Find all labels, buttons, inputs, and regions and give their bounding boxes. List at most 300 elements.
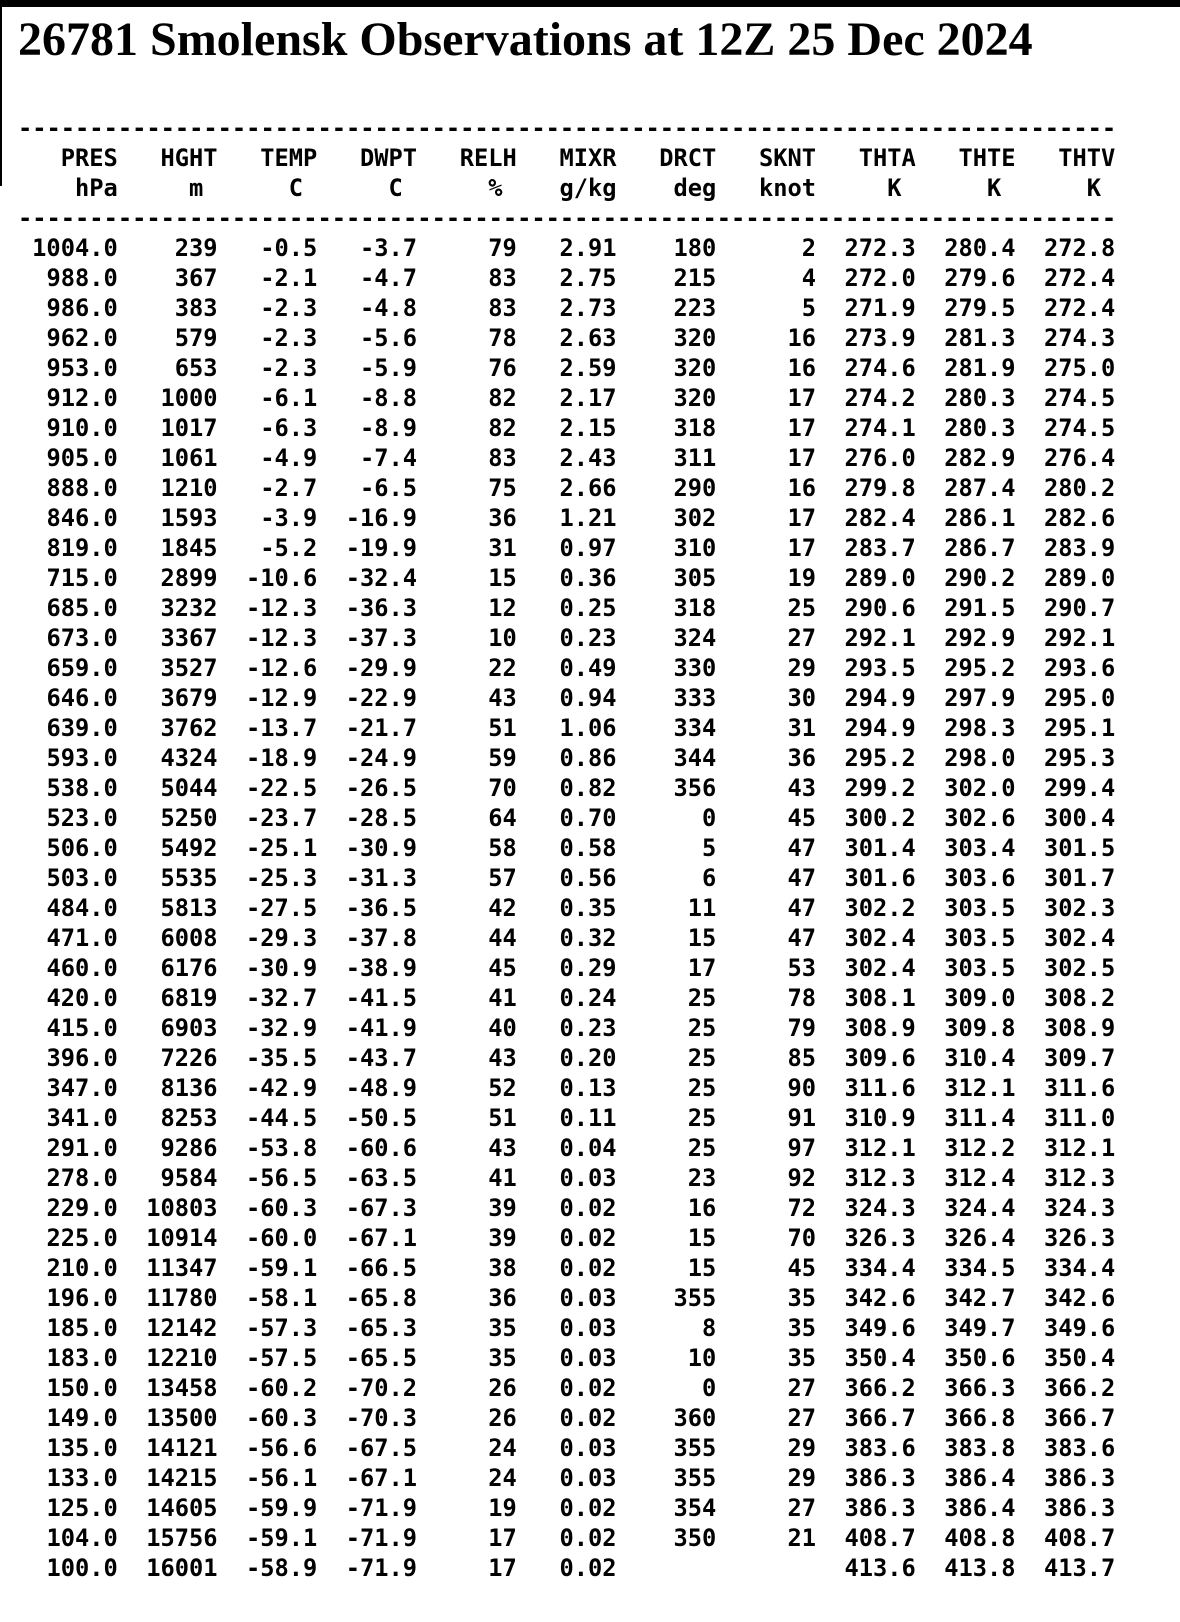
- cell: 272.3: [844, 234, 916, 262]
- cell: RELH: [459, 144, 517, 172]
- cell: 42: [488, 894, 517, 922]
- cell: 355: [673, 1434, 717, 1462]
- separator-bottom: -----------------------------------------------------------------------------: [18, 204, 1117, 232]
- cell: -6.3: [260, 414, 318, 442]
- cell: 326.3: [844, 1224, 916, 1252]
- table-row: [18, 1433, 1116, 1463]
- cell: 30: [787, 684, 816, 712]
- cell: -67.5: [345, 1434, 417, 1462]
- cell: -48.9: [345, 1074, 417, 1102]
- cell: -5.6: [359, 324, 417, 352]
- cell: 293.5: [844, 654, 916, 682]
- cell: 8253: [160, 1104, 218, 1132]
- cell: 13500: [146, 1404, 218, 1432]
- cell: -59.1: [245, 1254, 318, 1282]
- cell: SKNT: [758, 144, 816, 172]
- cell: 36: [787, 744, 816, 772]
- cell: -19.9: [345, 534, 417, 562]
- cell: 16: [787, 354, 816, 382]
- cell: 294.9: [844, 714, 916, 742]
- cell: 3232: [160, 594, 218, 622]
- table-row: [18, 1253, 1116, 1283]
- cell: 888.0: [46, 474, 118, 502]
- table-row: [18, 1043, 1116, 1073]
- cell: HGHT: [160, 144, 218, 172]
- cell: 24: [488, 1464, 517, 1492]
- cell: 272.0: [844, 264, 916, 292]
- cell: 16: [787, 324, 816, 352]
- cell: 16: [687, 1194, 717, 1222]
- cell: 0.13: [559, 1074, 617, 1102]
- table-row: [18, 1493, 1116, 1523]
- cell: 43: [488, 1044, 517, 1072]
- cell: 366.2: [1043, 1374, 1116, 1402]
- cell: 36: [488, 504, 517, 532]
- cell: -3.7: [359, 234, 417, 262]
- cell: 290: [673, 474, 717, 502]
- cell: 278.0: [46, 1164, 118, 1192]
- cell: 1.06: [559, 714, 617, 742]
- cell: 0.02: [559, 1524, 617, 1552]
- cell: 302.6: [944, 804, 1016, 832]
- cell: 2.59: [559, 354, 617, 382]
- cell: -60.6: [345, 1134, 417, 1162]
- cell: THTA: [858, 144, 916, 172]
- cell: 75: [488, 474, 517, 502]
- cell: 45: [787, 1254, 816, 1282]
- cell: PRES: [60, 144, 118, 172]
- cell: 2: [801, 234, 816, 262]
- cell: 312.1: [1043, 1134, 1116, 1162]
- cell: 291.5: [944, 594, 1016, 622]
- cell: 58: [488, 834, 517, 862]
- cell: 579: [174, 324, 218, 352]
- cell: 25: [687, 1134, 717, 1162]
- cell: -25.3: [245, 864, 318, 892]
- cell: 3527: [160, 654, 218, 682]
- cell: C: [388, 174, 403, 202]
- cell: 3762: [160, 714, 218, 742]
- cell: 326.3: [1043, 1224, 1116, 1252]
- cell: 282.4: [844, 504, 916, 532]
- cell: 25: [687, 1044, 717, 1072]
- cell: 0.94: [559, 684, 617, 712]
- cell: 310.4: [944, 1044, 1016, 1072]
- cell: 334.4: [844, 1254, 916, 1282]
- table-row: [18, 773, 1116, 803]
- table-row: [18, 1163, 1116, 1193]
- cell: 0.02: [559, 1554, 617, 1582]
- cell: 53: [787, 954, 816, 982]
- cell: knot: [758, 174, 816, 202]
- cell: 83: [488, 264, 517, 292]
- cell: 196.0: [46, 1284, 118, 1312]
- cell: 0.20: [559, 1044, 617, 1072]
- cell: 383.6: [1043, 1434, 1116, 1462]
- table-row: [18, 413, 1116, 443]
- cell: 1000: [160, 384, 218, 412]
- cell: 2.73: [559, 294, 617, 322]
- table-row: [18, 713, 1116, 743]
- cell: 912.0: [46, 384, 118, 412]
- table-row: [18, 1373, 1116, 1403]
- cell: -60.3: [245, 1194, 318, 1222]
- cell: 287.4: [944, 474, 1016, 502]
- cell: -65.5: [345, 1344, 417, 1372]
- cell: 396.0: [46, 1044, 118, 1072]
- cell: 215: [673, 264, 717, 292]
- cell: 17: [787, 414, 816, 442]
- cell: -36.5: [345, 894, 417, 922]
- cell: 51: [488, 1104, 517, 1132]
- left-border-line: [0, 0, 2, 186]
- cell: 272.4: [1043, 264, 1116, 292]
- cell: 35: [488, 1314, 517, 1342]
- cell: -7.4: [359, 444, 417, 472]
- cell: 43: [787, 774, 816, 802]
- cell: -8.9: [359, 414, 417, 442]
- cell: 383: [174, 294, 218, 322]
- cell: 349.6: [1043, 1314, 1116, 1342]
- cell: -70.3: [345, 1404, 417, 1432]
- cell: 324.4: [944, 1194, 1016, 1222]
- cell: 302.2: [844, 894, 916, 922]
- cell: 10: [687, 1344, 717, 1372]
- cell: 355: [673, 1464, 717, 1492]
- cell: 413.7: [1043, 1554, 1116, 1582]
- cell: 318: [673, 414, 717, 442]
- table-row: [18, 1283, 1116, 1313]
- cell: 2899: [160, 564, 218, 592]
- cell: 25: [687, 984, 717, 1012]
- cell: 85: [787, 1044, 816, 1072]
- cell: 301.6: [844, 864, 916, 892]
- cell: 408.7: [844, 1524, 916, 1552]
- cell: -32.4: [345, 564, 417, 592]
- cell: -5.2: [260, 534, 318, 562]
- cell: 333: [673, 684, 717, 712]
- cell: C: [288, 174, 303, 202]
- cell: 282.6: [1043, 504, 1116, 532]
- cell: 9286: [160, 1134, 218, 1162]
- cell: 282.9: [944, 444, 1016, 472]
- cell: 334.4: [1043, 1254, 1116, 1282]
- cell: -71.9: [345, 1554, 417, 1582]
- cell: 685.0: [46, 594, 118, 622]
- cell: 45: [787, 804, 816, 832]
- cell: 0.56: [559, 864, 617, 892]
- cell: K: [1086, 174, 1101, 202]
- cell: 298.0: [944, 744, 1016, 772]
- cell: 12: [488, 594, 517, 622]
- cell: 295.2: [944, 654, 1016, 682]
- cell: 408.8: [944, 1524, 1016, 1552]
- cell: THTV: [1058, 144, 1116, 172]
- cell: 78: [787, 984, 816, 1012]
- cell: 29: [787, 654, 816, 682]
- cell: 229.0: [46, 1194, 118, 1222]
- cell: 276.4: [1043, 444, 1116, 472]
- cell: 308.1: [844, 984, 916, 1012]
- cell: 14605: [146, 1494, 218, 1522]
- cell: 366.8: [944, 1404, 1016, 1432]
- cell: 305: [673, 564, 717, 592]
- cell: -22.5: [245, 774, 318, 802]
- cell: 383.6: [844, 1434, 916, 1462]
- cell: 0.02: [559, 1224, 617, 1252]
- page-title: 26781 Smolensk Observations at 12Z 25 Dec 2024: [18, 13, 1033, 66]
- cell: 0.03: [559, 1344, 617, 1372]
- table-row: [18, 383, 1116, 413]
- cell: -2.3: [260, 294, 318, 322]
- cell: 225.0: [46, 1224, 118, 1252]
- cell: -4.8: [359, 294, 417, 322]
- cell: DRCT: [659, 144, 717, 172]
- cell: -0.5: [260, 234, 318, 262]
- table-header-row: [18, 143, 1116, 173]
- table-row: [18, 353, 1116, 383]
- cell: 125.0: [46, 1494, 118, 1522]
- cell: 31: [787, 714, 816, 742]
- cell: -58.1: [245, 1284, 318, 1312]
- cell: 386.4: [944, 1464, 1016, 1492]
- table-row: [18, 1343, 1116, 1373]
- cell: 72: [787, 1194, 816, 1222]
- cell: 342.7: [944, 1284, 1016, 1312]
- cell: -6.5: [359, 474, 417, 502]
- cell: 15: [488, 564, 517, 592]
- cell: 274.2: [844, 384, 916, 412]
- cell: 344: [673, 744, 717, 772]
- cell: 318: [673, 594, 717, 622]
- cell: 420.0: [46, 984, 118, 1012]
- table-row: [18, 1553, 1116, 1583]
- cell: 326.4: [944, 1224, 1016, 1252]
- cell: 15: [687, 1254, 717, 1282]
- cell: 538.0: [46, 774, 118, 802]
- cell: 100.0: [46, 1554, 118, 1582]
- cell: 17: [787, 534, 816, 562]
- cell: -29.3: [245, 924, 318, 952]
- cell: -37.8: [345, 924, 417, 952]
- cell: 302.4: [844, 924, 916, 952]
- cell: 8136: [160, 1074, 218, 1102]
- table-units-row: [18, 173, 1116, 203]
- cell: 59: [488, 744, 517, 772]
- cell: 25: [687, 1074, 717, 1102]
- cell: 4324: [160, 744, 218, 772]
- cell: -28.5: [345, 804, 417, 832]
- cell: 31: [488, 534, 517, 562]
- cell: 183.0: [46, 1344, 118, 1372]
- cell: 290.7: [1043, 594, 1116, 622]
- cell: 25: [787, 594, 816, 622]
- table-row: [18, 1103, 1116, 1133]
- cell: 27: [787, 624, 816, 652]
- cell: -44.5: [245, 1104, 318, 1132]
- cell: -67.1: [345, 1224, 417, 1252]
- cell: 6: [701, 864, 717, 892]
- cell: 846.0: [46, 504, 118, 532]
- cell: 334.5: [944, 1254, 1016, 1282]
- cell: 276.0: [844, 444, 916, 472]
- cell: 383.8: [944, 1434, 1016, 1462]
- cell: -67.3: [345, 1194, 417, 1222]
- cell: -2.3: [260, 354, 318, 382]
- cell: 308.2: [1043, 984, 1116, 1012]
- table-row: [18, 683, 1116, 713]
- cell: 0.24: [559, 984, 617, 1012]
- cell: 5492: [160, 834, 218, 862]
- cell: 386.3: [844, 1464, 916, 1492]
- cell: -16.9: [345, 504, 417, 532]
- cell: -21.7: [345, 714, 417, 742]
- cell: 0.02: [559, 1404, 617, 1432]
- table-row: [18, 293, 1116, 323]
- cell: 280.2: [1043, 474, 1116, 502]
- cell: 310.9: [844, 1104, 916, 1132]
- cell: -67.1: [345, 1464, 417, 1492]
- cell: 15756: [146, 1524, 218, 1552]
- cell: 0.03: [559, 1164, 617, 1192]
- cell: 303.5: [944, 894, 1016, 922]
- cell: 280.3: [944, 414, 1016, 442]
- cell: 320: [673, 384, 717, 412]
- cell: -53.8: [245, 1134, 318, 1162]
- cell: 312.2: [944, 1134, 1016, 1162]
- cell: 19: [488, 1494, 517, 1522]
- cell: -41.9: [345, 1014, 417, 1042]
- cell: 19: [787, 564, 816, 592]
- cell: 45: [488, 954, 517, 982]
- cell: -5.9: [359, 354, 417, 382]
- cell: 0.35: [559, 894, 617, 922]
- cell: 386.3: [844, 1494, 916, 1522]
- cell: 289.0: [844, 564, 916, 592]
- cell: 0.03: [559, 1464, 617, 1492]
- cell: 413.8: [944, 1554, 1016, 1582]
- cell: 311.4: [944, 1104, 1016, 1132]
- cell: 0.25: [559, 594, 617, 622]
- cell: 5: [701, 834, 717, 862]
- cell: 281.9: [944, 354, 1016, 382]
- cell: 92: [787, 1164, 816, 1192]
- cell: -4.7: [359, 264, 417, 292]
- cell: 11780: [146, 1284, 218, 1312]
- cell: 342.6: [1043, 1284, 1116, 1312]
- cell: 24: [488, 1434, 517, 1462]
- cell: 64: [488, 804, 517, 832]
- cell: 311.6: [1043, 1074, 1116, 1102]
- cell: 312.1: [844, 1134, 916, 1162]
- cell: 2.66: [559, 474, 617, 502]
- cell: 283.7: [844, 534, 916, 562]
- cell: 23: [687, 1164, 717, 1192]
- cell: -56.1: [245, 1464, 318, 1492]
- cell: 14215: [146, 1464, 218, 1492]
- cell: 280.4: [944, 234, 1016, 262]
- cell: TEMP: [260, 144, 318, 172]
- cell: %: [488, 174, 503, 202]
- cell: -30.9: [345, 834, 417, 862]
- cell: 29: [787, 1434, 816, 1462]
- cell: 910.0: [46, 414, 118, 442]
- cell: 350.4: [1043, 1344, 1116, 1372]
- cell: 0.04: [559, 1134, 617, 1162]
- table-row: [18, 263, 1116, 293]
- cell: -60.0: [245, 1224, 318, 1252]
- cell: -43.7: [345, 1044, 417, 1072]
- cell: 303.5: [944, 954, 1016, 982]
- table-row: [18, 863, 1116, 893]
- cell: 47: [787, 924, 816, 952]
- cell: 6903: [160, 1014, 218, 1042]
- cell: 303.4: [944, 834, 1016, 862]
- cell: 484.0: [46, 894, 118, 922]
- cell: 366.7: [1043, 1404, 1116, 1432]
- cell: 292.1: [1043, 624, 1116, 652]
- cell: 301.5: [1043, 834, 1116, 862]
- cell: 26: [488, 1374, 517, 1402]
- table-row: [18, 1193, 1116, 1223]
- cell: 347.0: [46, 1074, 118, 1102]
- table-row: [18, 1403, 1116, 1433]
- table-row: [18, 1313, 1116, 1343]
- cell: 83: [488, 294, 517, 322]
- cell: -24.9: [345, 744, 417, 772]
- cell: -35.5: [245, 1044, 318, 1072]
- cell: 82: [488, 414, 517, 442]
- cell: 460.0: [46, 954, 118, 982]
- cell: 308.9: [844, 1014, 916, 1042]
- cell: -4.9: [260, 444, 318, 472]
- cell: 79: [787, 1014, 816, 1042]
- cell: -2.7: [260, 474, 318, 502]
- cell: 26: [488, 1404, 517, 1432]
- cell: 35: [787, 1284, 816, 1312]
- cell: 279.8: [844, 474, 916, 502]
- cell: 41: [488, 984, 517, 1012]
- cell: 97: [787, 1134, 816, 1162]
- cell: 279.5: [944, 294, 1016, 322]
- cell: 309.6: [844, 1044, 916, 1072]
- cell: 5250: [160, 804, 218, 832]
- cell: 1017: [160, 414, 218, 442]
- cell: -10.6: [245, 564, 318, 592]
- cell: 653: [174, 354, 218, 382]
- cell: -25.1: [245, 834, 318, 862]
- cell: K: [887, 174, 902, 202]
- cell: 310: [673, 534, 717, 562]
- cell: 309.8: [944, 1014, 1016, 1042]
- cell: DWPT: [359, 144, 417, 172]
- cell: 0.29: [559, 954, 617, 982]
- cell: m: [188, 174, 204, 202]
- cell: 0.97: [559, 534, 617, 562]
- cell: 283.9: [1043, 534, 1116, 562]
- table-row: [18, 1223, 1116, 1253]
- cell: 309.0: [944, 984, 1016, 1012]
- cell: 6008: [160, 924, 218, 952]
- cell: 0.02: [559, 1374, 617, 1402]
- cell: 320: [673, 354, 717, 382]
- cell: -60.3: [245, 1404, 318, 1432]
- cell: 356: [673, 774, 717, 802]
- cell: 2.43: [559, 444, 617, 472]
- cell: 324.3: [1043, 1194, 1116, 1222]
- cell: -50.5: [345, 1104, 417, 1132]
- cell: -65.8: [345, 1284, 417, 1312]
